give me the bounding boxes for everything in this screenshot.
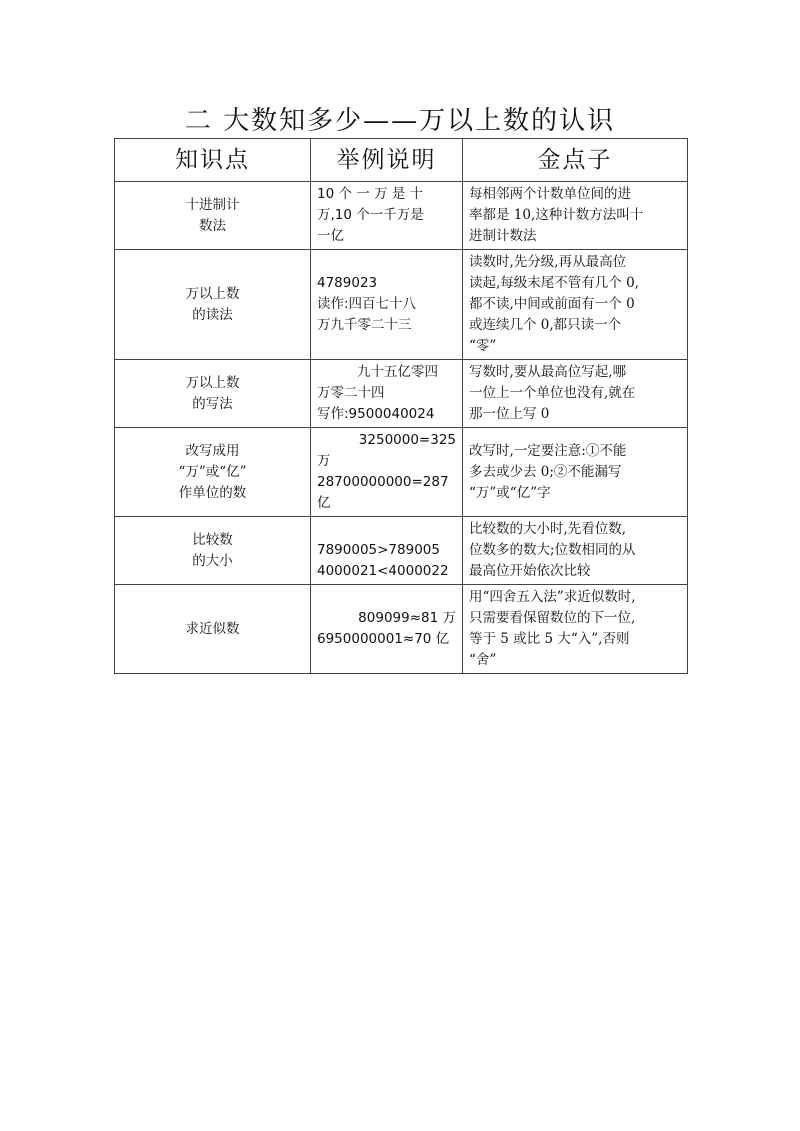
cell-line: 读数时,先分级,再从最高位: [469, 254, 627, 270]
cell-line: “舍”: [469, 652, 497, 668]
knowledge-table: [114, 138, 688, 674]
cell-line: “万”或“亿”: [178, 463, 247, 480]
knowledge-point-cell: [115, 182, 311, 250]
cell-line: 进制计数法: [469, 228, 537, 244]
cell-line: 读起,每级末尾不管有几个 0,: [469, 275, 639, 291]
cell-line: 读作:四百七十八: [317, 296, 417, 312]
cell-line: 6950000001≈70 亿: [317, 631, 450, 647]
cell-line: 十进制计: [185, 196, 240, 213]
example-cell: [311, 250, 463, 360]
knowledge-point-cell: [115, 585, 311, 674]
cell-line: 最高位开始依次比较: [469, 563, 591, 579]
table-header-row: [115, 139, 688, 182]
tip-cell: [463, 517, 688, 585]
table-row: [115, 360, 688, 428]
cell-line: 的读法: [192, 306, 233, 323]
cell-line: 只需要看保留数位的下一位,: [469, 610, 636, 626]
cell-line: 万: [317, 453, 331, 469]
table-row: [115, 428, 688, 517]
cell-line: 万,10 个一千万是: [317, 207, 424, 223]
cell-line: 28700000000=287: [317, 474, 449, 490]
knowledge-point-cell: [115, 360, 311, 428]
page-title: 二 大数知多少——万以上数的认识: [184, 106, 616, 136]
cell-line: 10 个 一 万 是 十: [317, 186, 424, 202]
cell-line: 每相邻两个计数单位间的进: [469, 186, 631, 202]
cell-line: 用“四舍五入法”求近似数时,: [469, 589, 636, 605]
cell-line: 4000021<4000022: [317, 563, 449, 579]
tip-cell: [463, 585, 688, 674]
cell-line: “万”或“亿”字: [469, 484, 551, 501]
example-cell: [311, 517, 463, 585]
cell-line: 一位上一个单位也没有,就在: [469, 385, 636, 401]
table-row: [115, 250, 688, 360]
cell-line: 一亿: [317, 228, 344, 244]
tip-cell: [463, 428, 688, 517]
cell-line: 万零二十四: [317, 385, 385, 401]
cell-line: 809099≈81 万: [358, 610, 456, 626]
cell-line: 3250000=325: [358, 432, 456, 448]
tip-cell: [463, 250, 688, 360]
cell-line: 比较数: [192, 531, 233, 548]
example-cell: [311, 360, 463, 428]
cell-line: 万九千零二十三: [317, 317, 412, 333]
example-cell: [311, 182, 463, 250]
cell-line: 万以上数: [185, 285, 240, 302]
header-example: 举例说明: [311, 139, 463, 182]
cell-line: 那一位上写 0: [469, 406, 550, 422]
cell-line: 位数多的数大;位数相同的从: [469, 542, 636, 558]
cell-line: 率都是 10,这种计数方法叫十: [469, 207, 644, 223]
cell-line: 的大小: [192, 552, 233, 569]
example-cell: [311, 428, 463, 517]
cell-line: 作单位的数: [178, 484, 247, 501]
cell-line: 等于 5 或比 5 大“入”,否则: [469, 631, 630, 647]
tip-cell: [463, 360, 688, 428]
tip-cell: [463, 182, 688, 250]
cell-line: 改写时,一定要注意:①不能: [469, 442, 627, 459]
cell-line: 数法: [199, 217, 226, 234]
cell-line: 写作:9500040024: [317, 406, 435, 422]
cell-line: 九十五亿零四: [357, 364, 438, 380]
table-row: [115, 182, 688, 250]
header-tip: 金点子: [463, 139, 688, 182]
cell-line: 改写成用: [185, 442, 240, 459]
knowledge-point-cell: [115, 517, 311, 585]
cell-line: 4789023: [317, 275, 378, 291]
cell-line: 多去或少去 0;②不能漏写: [469, 463, 622, 480]
cell-line: 万以上数: [185, 374, 240, 391]
table-row: [115, 517, 688, 585]
knowledge-point-cell: [115, 428, 311, 517]
cell-line: 写数时,要从最高位写起,哪: [469, 364, 627, 380]
cell-line: 都不读,中间或前面有一个 0: [469, 296, 635, 312]
cell-line: 比较数的大小时,先看位数,: [469, 521, 627, 537]
cell-line: 或连续几个 0,都只读一个: [469, 317, 622, 333]
example-cell: [311, 585, 463, 674]
table-row: [115, 585, 688, 674]
cell-line: “零”: [469, 338, 497, 354]
cell-line: 亿: [317, 495, 331, 511]
knowledge-point-cell: [115, 250, 311, 360]
cell-line: 的写法: [192, 395, 233, 412]
cell-line: 7890005>789005: [317, 542, 440, 558]
cell-line: 求近似数: [185, 620, 240, 637]
header-knowledge-point: 知识点: [115, 139, 311, 182]
